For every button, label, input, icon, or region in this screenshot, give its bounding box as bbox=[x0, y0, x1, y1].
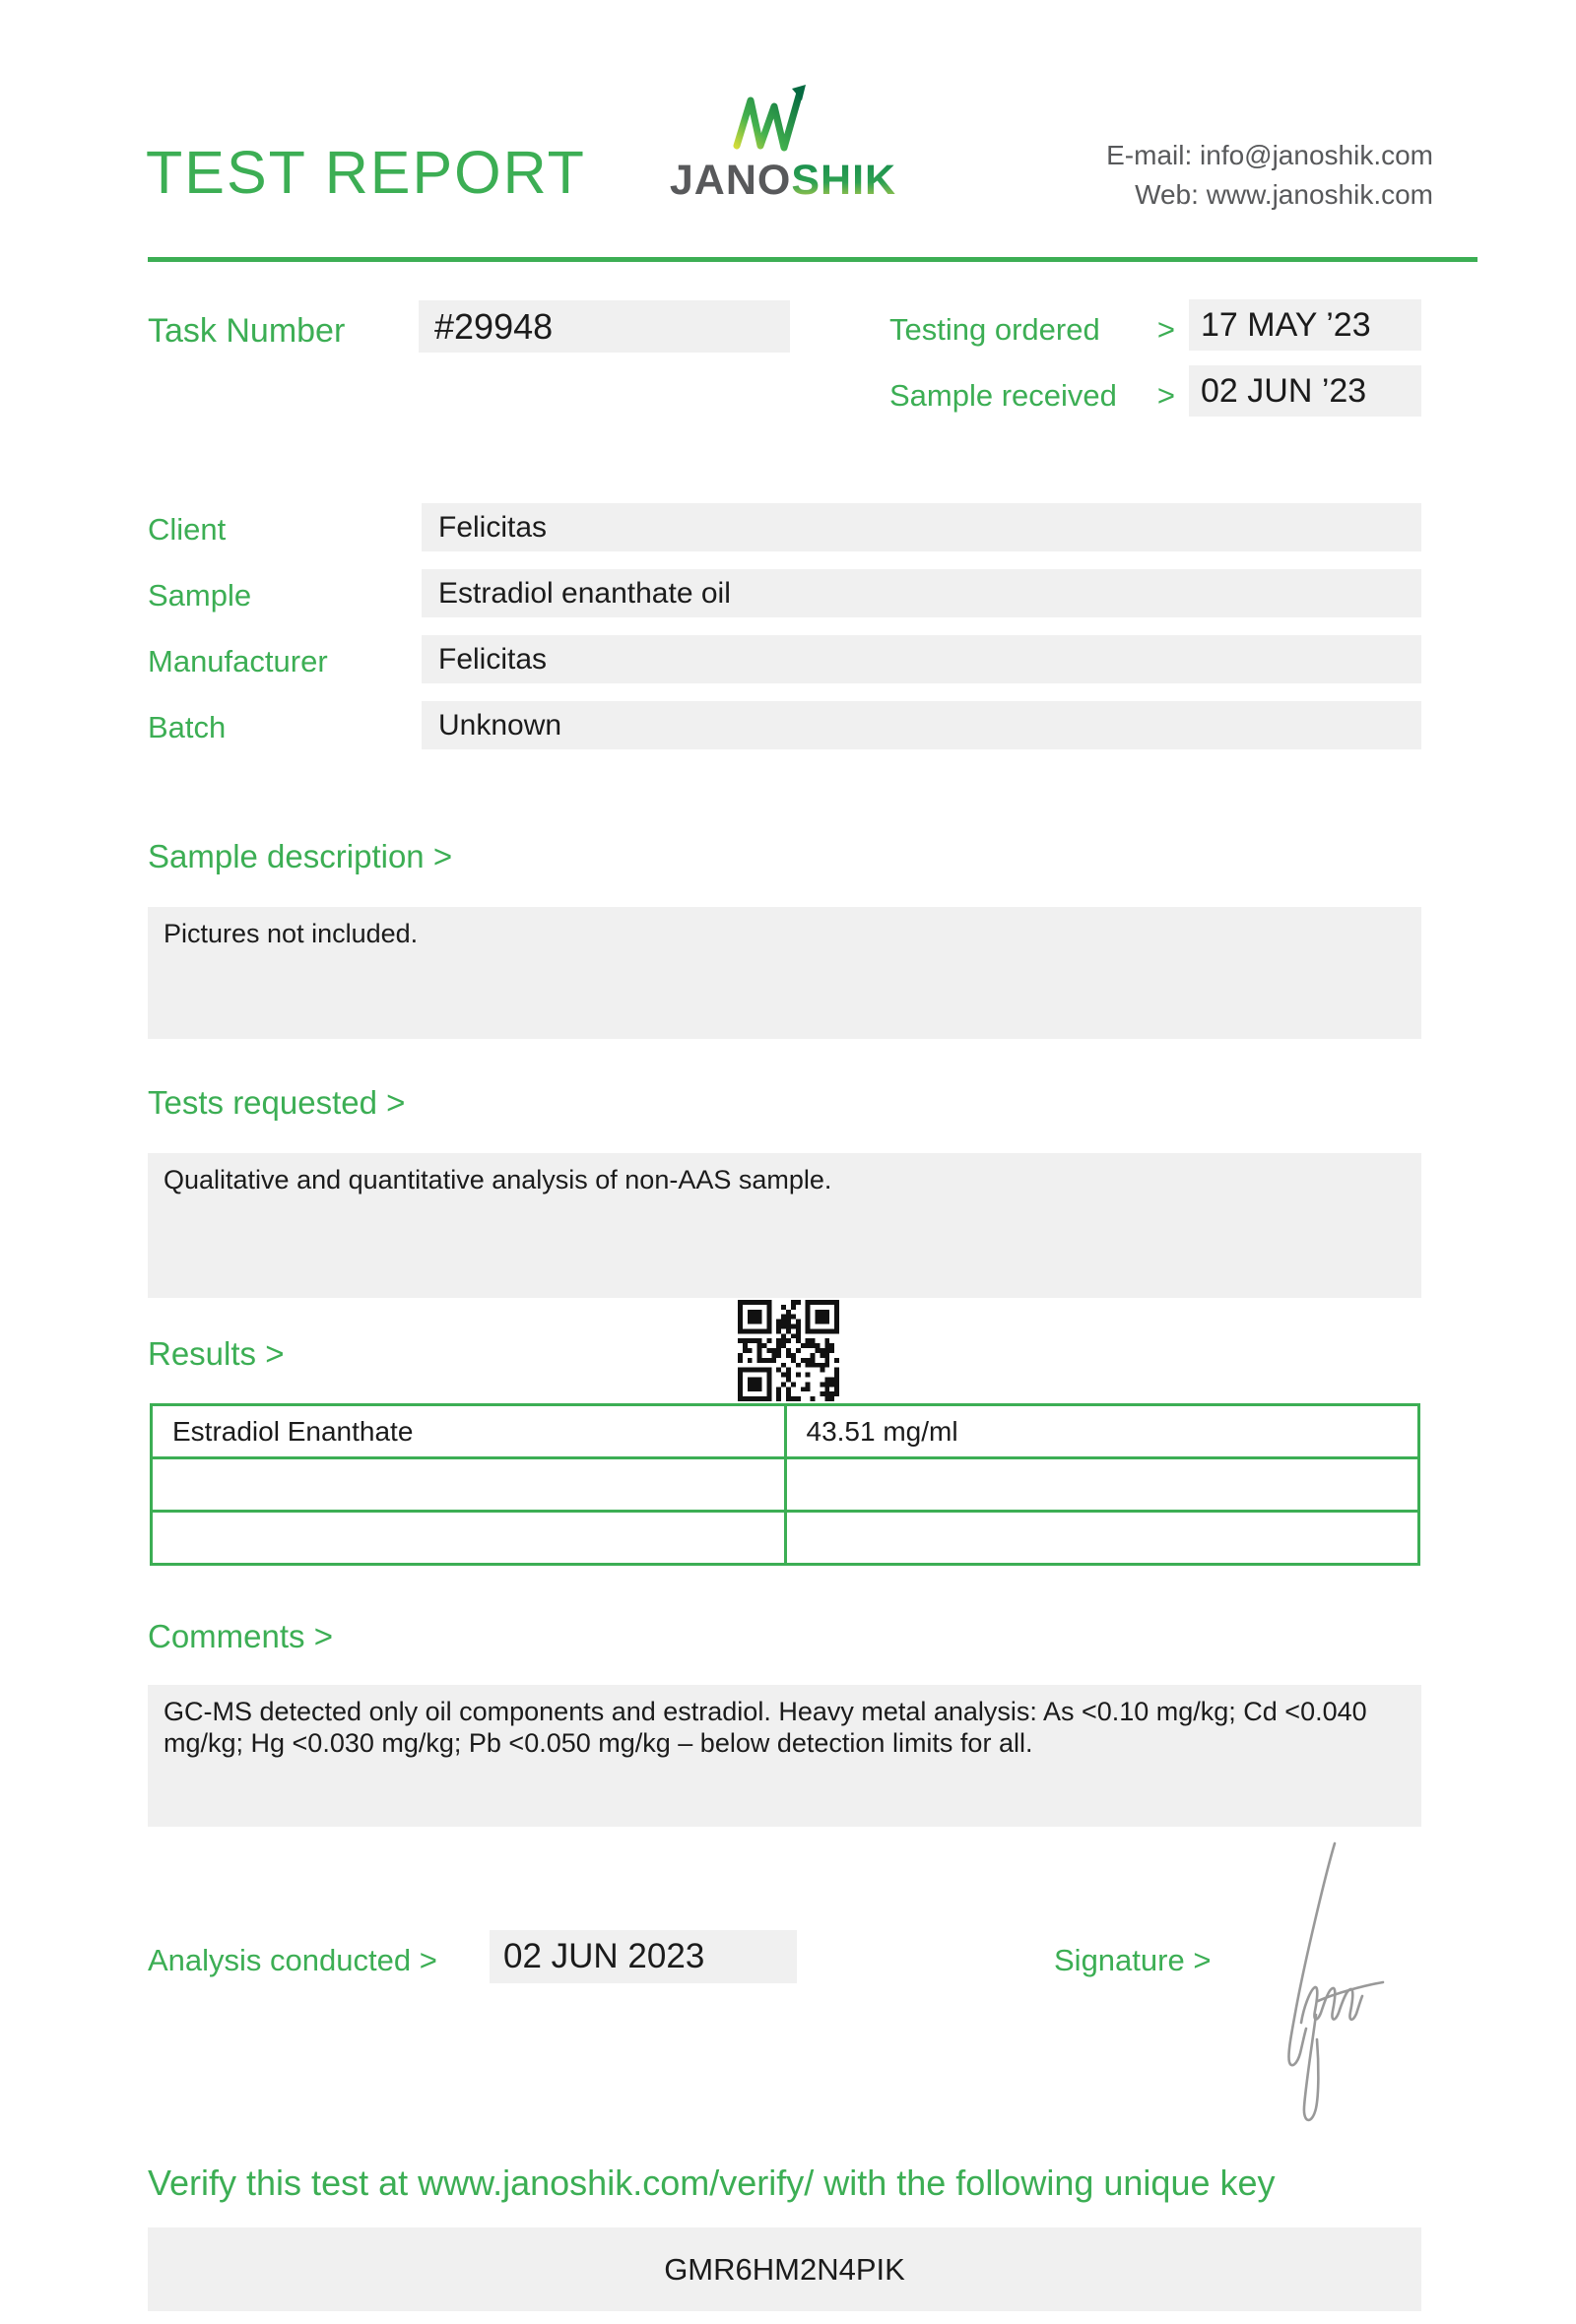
arrow-glyph: > bbox=[1156, 378, 1175, 413]
sample-received-value: 02 JUN ’23 bbox=[1201, 372, 1367, 410]
client-label: Client bbox=[148, 512, 227, 547]
manufacturer-value: Felicitas bbox=[438, 643, 548, 676]
batch-field bbox=[422, 701, 1421, 749]
table-row bbox=[152, 1512, 1419, 1565]
sample-field bbox=[422, 569, 1421, 617]
sample-received-text: Sample received bbox=[889, 378, 1117, 413]
testing-ordered-field bbox=[1189, 299, 1421, 351]
unique-key-value: GMR6HM2N4PIK bbox=[664, 2251, 905, 2287]
task-number-value: #29948 bbox=[434, 306, 554, 347]
verify-instruction: Verify this test at www.janoshik.com/verify/ with the following unique key bbox=[148, 2163, 1276, 2203]
table-row bbox=[152, 1458, 1419, 1512]
manufacturer-label: Manufacturer bbox=[148, 644, 328, 678]
sample-received-field bbox=[1189, 365, 1421, 417]
signature-scribble bbox=[1261, 1838, 1399, 2133]
logo-part-jano: JANO bbox=[669, 157, 792, 204]
task-number-field bbox=[419, 300, 790, 353]
contact-info bbox=[931, 136, 1433, 215]
signature-label: Signature > bbox=[1054, 1943, 1212, 1977]
page-title: TEST REPORT bbox=[146, 139, 586, 206]
table-row bbox=[152, 1405, 1419, 1458]
comments-text: GC-MS detected only oil components and estradiol. Heavy metal analysis: As <0.10 mg/kg; Cd <0.040 mg/kg; Hg <0.030 mg/kg; Pb <0.050 mg/kg – below detection limits for all. bbox=[164, 1697, 1367, 1758]
testing-ordered-value: 17 MAY ’23 bbox=[1201, 306, 1371, 344]
sample-received-label bbox=[889, 378, 1175, 414]
header-divider bbox=[148, 257, 1478, 262]
contact-web: Web: www.janoshik.com bbox=[1135, 179, 1433, 210]
batch-value: Unknown bbox=[438, 709, 562, 742]
sample-description-heading: Sample description > bbox=[148, 838, 453, 874]
logo-wordmark bbox=[630, 157, 936, 204]
testing-ordered-text: Testing ordered bbox=[889, 312, 1100, 347]
result-substance bbox=[152, 1458, 786, 1512]
client-field bbox=[422, 503, 1421, 551]
tests-requested-box bbox=[148, 1153, 1421, 1298]
janoshik-logo bbox=[630, 79, 936, 202]
result-value bbox=[785, 1458, 1419, 1512]
analysis-conducted-field bbox=[490, 1930, 797, 1983]
results-table bbox=[150, 1403, 1420, 1566]
client-value: Felicitas bbox=[438, 511, 548, 544]
comments-heading: Comments > bbox=[148, 1618, 333, 1654]
comments-box bbox=[148, 1685, 1421, 1827]
result-value bbox=[785, 1512, 1419, 1565]
testing-ordered-label bbox=[889, 312, 1175, 348]
qr-code bbox=[738, 1300, 839, 1401]
analysis-conducted-value: 02 JUN 2023 bbox=[503, 1937, 705, 1975]
contact-email: E-mail: info@janoshik.com bbox=[1106, 140, 1433, 170]
chart-logo-icon bbox=[729, 79, 837, 156]
sample-description-text: Pictures not included. bbox=[164, 919, 419, 948]
batch-label: Batch bbox=[148, 710, 227, 744]
arrow-glyph: > bbox=[1156, 312, 1175, 347]
sample-description-box bbox=[148, 907, 1421, 1039]
tests-requested-text: Qualitative and quantitative analysis of non-AAS sample. bbox=[164, 1165, 832, 1194]
result-substance: Estradiol Enanthate bbox=[152, 1405, 786, 1458]
results-heading: Results > bbox=[148, 1335, 285, 1372]
unique-key-field bbox=[148, 2227, 1421, 2311]
logo-part-shik: SHIK bbox=[791, 157, 897, 204]
task-number-label: Task Number bbox=[148, 312, 346, 350]
sample-value: Estradiol enanthate oil bbox=[438, 577, 731, 610]
analysis-conducted-label: Analysis conducted > bbox=[148, 1943, 437, 1977]
result-substance bbox=[152, 1512, 786, 1565]
result-value: 43.51 mg/ml bbox=[785, 1405, 1419, 1458]
manufacturer-field bbox=[422, 635, 1421, 683]
tests-requested-heading: Tests requested > bbox=[148, 1084, 406, 1121]
sample-label: Sample bbox=[148, 578, 252, 613]
